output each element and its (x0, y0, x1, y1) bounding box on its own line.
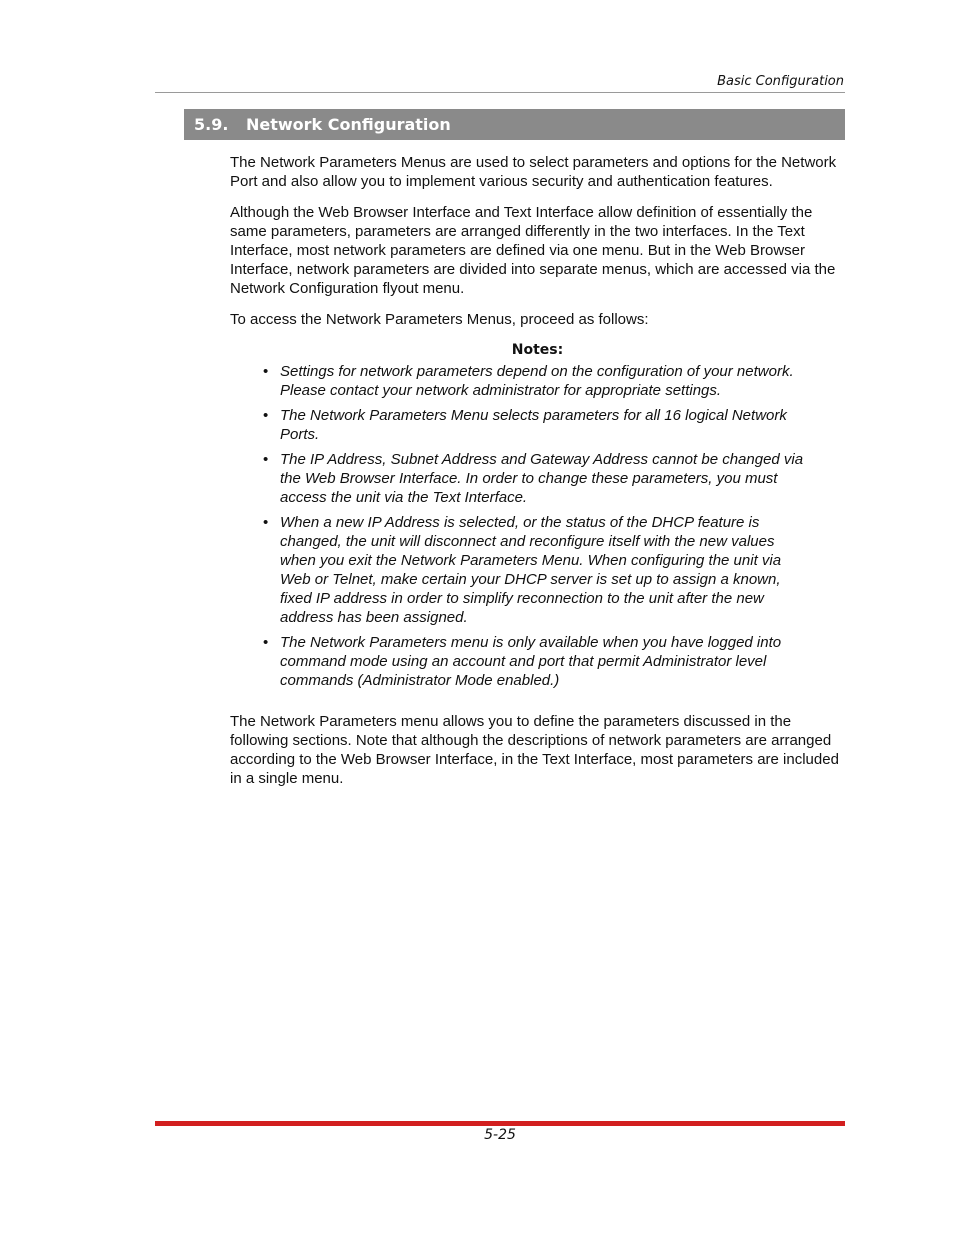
paragraph: To access the Network Parameters Menus, proceed as follows: (230, 311, 649, 328)
notes-list (230, 362, 845, 690)
note-text: The Network Parameters menu is only available when you have logged into command mode using an account and port that permit Administrator level commands (Administrator Mode enabled.) (280, 634, 782, 689)
closing-paragraph: The Network Parameters menu allows you to define the parameters discussed in the following sections. Note that although the descriptions of network parameters are arranged according to the Web Browser Interface, in the Text Interface, most parameters are included in a single menu. (230, 713, 839, 787)
note-text: When a new IP Address is selected, or the status of the DHCP feature is changed, the unit will disconnect and reconfigure itself with the new values when you exit the Network Parameters Menu. When configuring the unit via Web or Telnet, make certain your DHCP server is set up to assign a known, fixed IP address in order to simplify reconnection to the unit after the new address has been assigned. (280, 514, 782, 626)
note-item (230, 406, 845, 444)
section-number: 5.9. (194, 115, 229, 134)
paragraph: Although the Web Browser Interface and Text Interface allow definition of essentially the same parameters, parameters are arranged differently in the two interfaces. In the Text Interface, most network parameters are defined via one menu. But in the Web Browser Interface, network parameters are divided into separate menus, which are accessed via the Network Configuration flyout menu. (230, 204, 836, 297)
notes-title: Notes: (511, 342, 564, 358)
bullet-icon: • (263, 363, 269, 380)
running-header: Basic Configuration (717, 74, 844, 89)
note-item (230, 450, 845, 507)
header-divider (155, 92, 845, 93)
note-text: The Network Parameters Menu selects parameters for all 16 logical Network Ports. (280, 407, 787, 443)
note-item (230, 513, 845, 627)
bullet-icon: • (263, 407, 269, 424)
body-text (230, 153, 845, 800)
paragraph: The Network Parameters Menus are used to select parameters and options for the Network Port and also allow you to implement various security and authentication features. (230, 154, 837, 190)
note-item (230, 362, 845, 400)
note-item (230, 633, 845, 690)
bullet-icon: • (263, 634, 269, 651)
bullet-icon: • (263, 514, 269, 531)
page-number: 5-25 (484, 1127, 516, 1143)
note-text: Settings for network parameters depend on the configuration of your network. Please contact your network administrator for appropriate settings. (280, 363, 794, 399)
section-heading (184, 109, 845, 140)
note-text: The IP Address, Subnet Address and Gateway Address cannot be changed via the Web Browser Interface. In order to change these parameters, you must access the unit via the Text Interface. (280, 451, 804, 506)
section-title: Network Configuration (246, 115, 451, 134)
footer-divider (155, 1121, 845, 1126)
bullet-icon: • (263, 451, 269, 468)
